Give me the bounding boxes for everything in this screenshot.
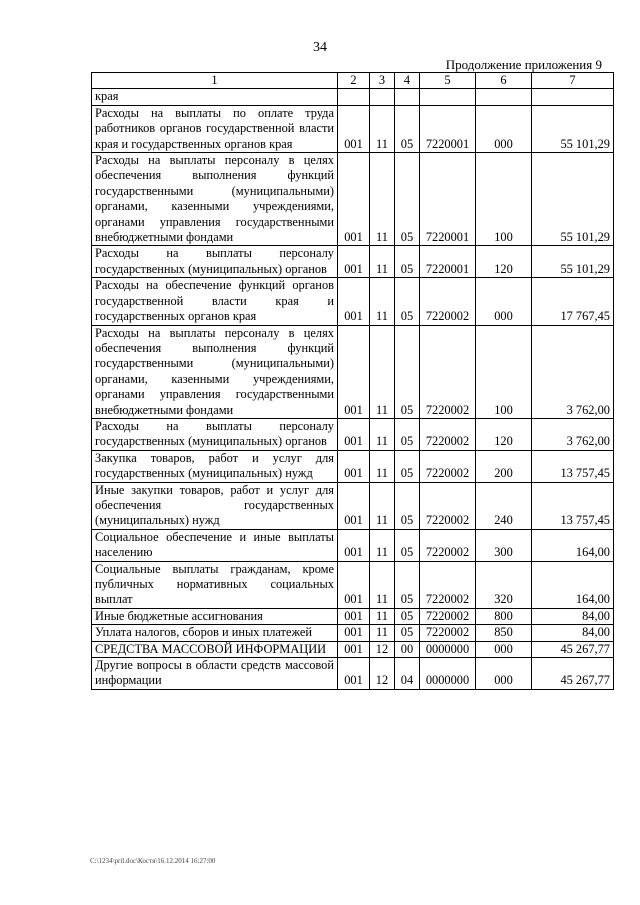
row-amount: 55 101,29 — [532, 153, 614, 246]
header-cell-5: 5 — [420, 73, 476, 89]
row-code-4: 05 — [395, 561, 420, 608]
row-code-4: 00 — [395, 641, 420, 657]
row-code-2: 001 — [338, 246, 370, 278]
row-code-5 — [420, 89, 476, 105]
appendix-continuation-label: Продолжение приложения 9 — [445, 57, 602, 72]
row-code-5: 7220002 — [420, 325, 476, 418]
row-code-3: 12 — [370, 641, 395, 657]
row-code-4 — [395, 89, 420, 105]
row-code-4: 04 — [395, 658, 420, 690]
row-code-6: 000 — [476, 658, 532, 690]
header-cell-3: 3 — [370, 73, 395, 89]
table-row — [92, 450, 614, 482]
row-code-2: 001 — [338, 325, 370, 418]
row-code-2: 001 — [338, 641, 370, 657]
header-cell-1: 1 — [92, 73, 338, 89]
table-row — [92, 418, 614, 450]
row-code-2: 001 — [338, 278, 370, 325]
row-amount: 13 757,45 — [532, 450, 614, 482]
row-code-5: 7220002 — [420, 608, 476, 624]
row-code-6: 850 — [476, 625, 532, 641]
header-cell-7: 7 — [532, 73, 614, 89]
row-code-4: 05 — [395, 105, 420, 152]
row-code-2: 001 — [338, 153, 370, 246]
row-code-2: 001 — [338, 482, 370, 529]
row-description: Расходы на выплаты персоналу государственных (муниципальных) органов — [92, 418, 338, 450]
row-code-3: 11 — [370, 418, 395, 450]
row-description: Расходы на выплаты персоналу в целях обеспечения выполнения функций государственными (муниципальными) органами, казенными учреждениями, органами управления государственными внебюджетными фондами — [92, 325, 338, 418]
row-code-5: 7220002 — [420, 561, 476, 608]
row-description: Иные бюджетные ассигнования — [92, 608, 338, 624]
row-code-6: 320 — [476, 561, 532, 608]
row-code-3: 11 — [370, 450, 395, 482]
row-code-4: 05 — [395, 608, 420, 624]
row-code-2: 001 — [338, 608, 370, 624]
row-code-5: 7220001 — [420, 153, 476, 246]
row-amount: 45 267,77 — [532, 658, 614, 690]
row-description: Уплата налогов, сборов и иных платежей — [92, 625, 338, 641]
row-code-2: 001 — [338, 450, 370, 482]
table-row — [92, 278, 614, 325]
row-code-5: 7220001 — [420, 246, 476, 278]
row-amount: 3 762,00 — [532, 418, 614, 450]
row-code-6: 120 — [476, 246, 532, 278]
row-code-4: 05 — [395, 482, 420, 529]
row-code-6: 200 — [476, 450, 532, 482]
table-row — [92, 153, 614, 246]
table-header-row — [92, 73, 614, 89]
budget-table — [91, 72, 614, 690]
row-code-6: 000 — [476, 105, 532, 152]
page-number: 34 — [313, 40, 327, 55]
table-row — [92, 482, 614, 529]
row-code-4: 05 — [395, 278, 420, 325]
row-code-5: 7220001 — [420, 105, 476, 152]
row-code-3: 11 — [370, 608, 395, 624]
row-code-5: 7220002 — [420, 625, 476, 641]
header-cell-6: 6 — [476, 73, 532, 89]
row-code-4: 05 — [395, 450, 420, 482]
row-amount: 17 767,45 — [532, 278, 614, 325]
row-description: СРЕДСТВА МАССОВОЙ ИНФОРМАЦИИ — [92, 641, 338, 657]
row-code-2 — [338, 89, 370, 105]
row-amount: 55 101,29 — [532, 105, 614, 152]
row-code-6: 000 — [476, 278, 532, 325]
document-file-path: C:\1234\pril.doc\Костя\16.12.2014 16:27:00 — [90, 857, 216, 865]
row-amount: 164,00 — [532, 561, 614, 608]
row-code-4: 05 — [395, 418, 420, 450]
row-code-3 — [370, 89, 395, 105]
row-code-2: 001 — [338, 561, 370, 608]
row-code-4: 05 — [395, 153, 420, 246]
table-row — [92, 529, 614, 561]
row-code-2: 001 — [338, 625, 370, 641]
row-amount: 84,00 — [532, 608, 614, 624]
row-code-6: 100 — [476, 325, 532, 418]
row-code-5: 0000000 — [420, 658, 476, 690]
row-code-5: 7220002 — [420, 450, 476, 482]
table-row — [92, 246, 614, 278]
row-code-2: 001 — [338, 658, 370, 690]
row-amount — [532, 89, 614, 105]
row-description: Расходы на выплаты персоналу в целях обеспечения выполнения функций государственными (муниципальными) органами, казенными учреждениями, органами управления государственными внебюджетными фондами — [92, 153, 338, 246]
row-amount: 55 101,29 — [532, 246, 614, 278]
table-row — [92, 105, 614, 152]
table-row — [92, 658, 614, 690]
row-amount: 45 267,77 — [532, 641, 614, 657]
table-row — [92, 89, 614, 105]
row-description: Расходы на выплаты персоналу государственных (муниципальных) органов — [92, 246, 338, 278]
row-code-4: 05 — [395, 529, 420, 561]
row-code-2: 001 — [338, 105, 370, 152]
row-code-3: 11 — [370, 482, 395, 529]
row-amount: 3 762,00 — [532, 325, 614, 418]
table-row — [92, 325, 614, 418]
row-code-3: 11 — [370, 105, 395, 152]
row-description: края — [92, 89, 338, 105]
row-code-4: 05 — [395, 625, 420, 641]
row-code-5: 7220002 — [420, 529, 476, 561]
table-row — [92, 608, 614, 624]
row-description: Социальное обеспечение и иные выплаты населению — [92, 529, 338, 561]
table-row — [92, 561, 614, 608]
row-code-3: 11 — [370, 153, 395, 246]
row-amount: 164,00 — [532, 529, 614, 561]
table-row — [92, 641, 614, 657]
row-amount: 13 757,45 — [532, 482, 614, 529]
row-code-5: 7220002 — [420, 482, 476, 529]
row-code-3: 11 — [370, 325, 395, 418]
header-cell-4: 4 — [395, 73, 420, 89]
row-description: Другие вопросы в области средств массовой информации — [92, 658, 338, 690]
row-code-3: 11 — [370, 625, 395, 641]
row-code-2: 001 — [338, 529, 370, 561]
row-description: Закупка товаров, работ и услуг для государственных (муниципальных) нужд — [92, 450, 338, 482]
row-code-5: 7220002 — [420, 278, 476, 325]
row-description: Расходы на выплаты по оплате труда работников органов государственной власти края и государственных органов края — [92, 105, 338, 152]
row-code-4: 05 — [395, 325, 420, 418]
row-amount: 84,00 — [532, 625, 614, 641]
row-code-3: 12 — [370, 658, 395, 690]
table-row — [92, 625, 614, 641]
row-code-6: 100 — [476, 153, 532, 246]
row-code-6: 300 — [476, 529, 532, 561]
row-code-5: 7220002 — [420, 418, 476, 450]
row-description: Социальные выплаты гражданам, кроме публичных нормативных социальных выплат — [92, 561, 338, 608]
row-code-3: 11 — [370, 246, 395, 278]
row-code-2: 001 — [338, 418, 370, 450]
row-description: Иные закупки товаров, работ и услуг для обеспечения государственных (муниципальных) нужд — [92, 482, 338, 529]
header-cell-2: 2 — [338, 73, 370, 89]
row-code-3: 11 — [370, 561, 395, 608]
row-code-3: 11 — [370, 278, 395, 325]
row-code-4: 05 — [395, 246, 420, 278]
row-code-6 — [476, 89, 532, 105]
row-code-5: 0000000 — [420, 641, 476, 657]
row-code-6: 000 — [476, 641, 532, 657]
row-code-6: 120 — [476, 418, 532, 450]
row-code-6: 800 — [476, 608, 532, 624]
row-description: Расходы на обеспечение функций органов государственной власти края и государственных органов края — [92, 278, 338, 325]
row-code-3: 11 — [370, 529, 395, 561]
row-code-6: 240 — [476, 482, 532, 529]
